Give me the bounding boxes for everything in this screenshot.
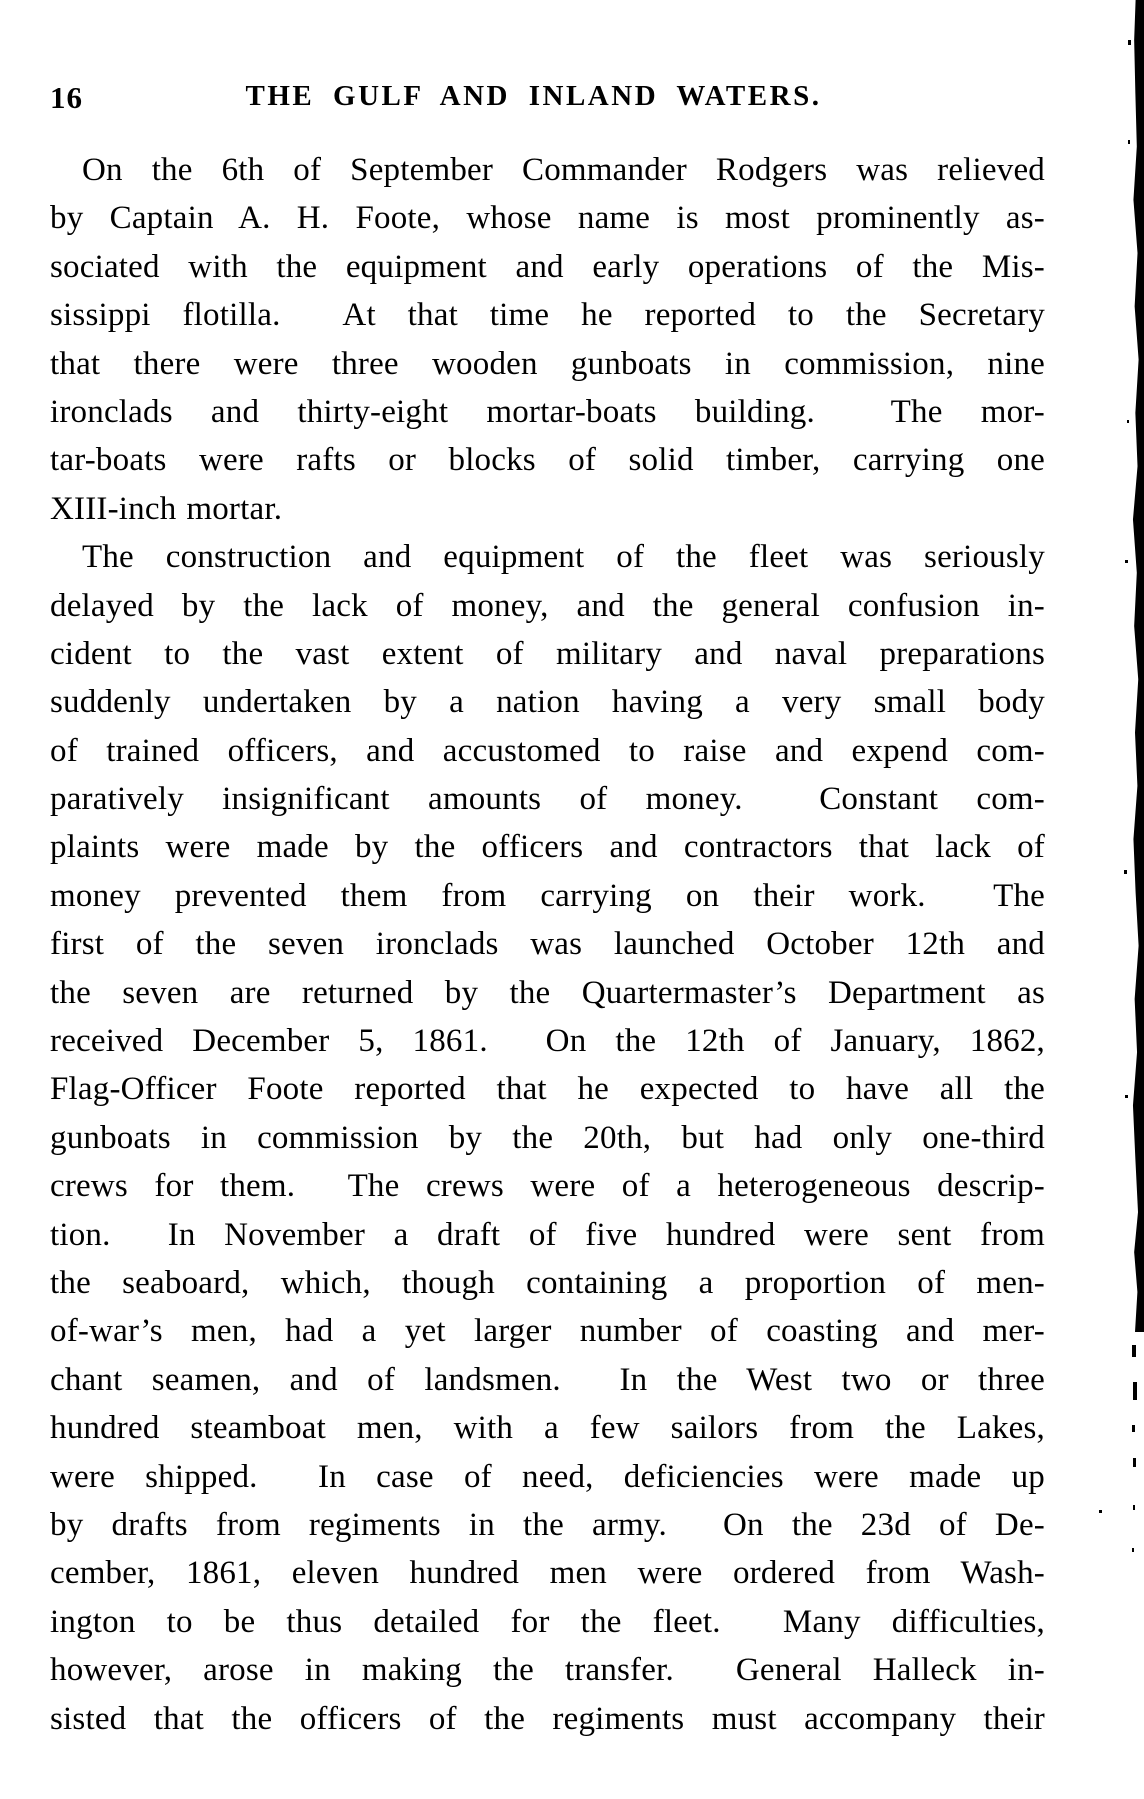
- text-line: sissippi flotilla. At that time he reported to the Secretary: [50, 297, 1045, 334]
- text-line: hundred steamboat men, with a few sailors from the Lakes,: [50, 1410, 1045, 1447]
- scan-speck: [1127, 420, 1129, 423]
- text-line: XIII-inch mortar.: [50, 490, 283, 527]
- scan-speck: [1128, 140, 1130, 144]
- text-line: were shipped. In case of need, deficiencies were made up: [50, 1458, 1045, 1495]
- scan-speck: [1133, 1382, 1137, 1400]
- scan-speck: [1099, 1510, 1102, 1513]
- paragraph-1: [50, 146, 1045, 533]
- scan-speck: [1132, 1425, 1135, 1432]
- text-line: money prevented them from carrying on their work. The: [50, 877, 1045, 914]
- text-line: plaints were made by the officers and contractors that lack of: [50, 829, 1045, 866]
- text-line: that there were three wooden gunboats in commission, nine: [50, 345, 1045, 382]
- text-line: cember, 1861, eleven hundred men were ordered from Wash-: [50, 1555, 1045, 1592]
- scan-speck: [1132, 1548, 1134, 1552]
- body-text: [50, 146, 1045, 1743]
- text-line: sisted that the officers of the regiments must accompany their: [50, 1700, 1045, 1737]
- text-line: On the 6th of September Commander Rodgers was relieved: [82, 152, 1045, 188]
- text-line: tar-boats were rafts or blocks of solid timber, carrying one: [50, 442, 1045, 479]
- text-line: sociated with the equipment and early operations of the Mis-: [50, 248, 1045, 285]
- text-line: of-war’s men, had a yet larger number of coasting and mer-: [50, 1313, 1045, 1350]
- scan-speck: [1125, 1095, 1128, 1098]
- page-number: 16: [50, 80, 83, 115]
- text-line: paratively insignificant amounts of money. Constant com-: [50, 781, 1045, 818]
- text-line: first of the seven ironclads was launched October 12th and: [50, 926, 1045, 963]
- scan-speck: [1133, 1505, 1135, 1510]
- text-line: chant seamen, and of landsmen. In the West two or three: [50, 1361, 1045, 1398]
- scan-speck: [1132, 1345, 1136, 1357]
- scan-speck: [1125, 560, 1128, 563]
- text-line: The construction and equipment of the fleet was seriously: [82, 539, 1045, 576]
- text-line: suddenly undertaken by a nation having a very small body: [50, 684, 1045, 721]
- running-title: THE GULF AND INLAND WATERS.: [245, 80, 822, 112]
- text-line: by Captain A. H. Foote, whose name is most prominently as-: [50, 200, 1045, 237]
- text-line: the seaboard, which, though containing a proportion of men-: [50, 1264, 1045, 1301]
- text-line: Flag-Officer Foote reported that he expected to have all the: [50, 1071, 1045, 1108]
- scan-speck: [1133, 1458, 1136, 1467]
- page-header: [50, 80, 1045, 122]
- text-line: of trained officers, and accustomed to raise and expend com-: [50, 732, 1045, 769]
- paragraph-2: [50, 533, 1045, 1743]
- text-line: ironclads and thirty-eight mortar-boats building. The mor-: [50, 393, 1045, 430]
- text-line: cident to the vast extent of military and naval preparations: [50, 635, 1045, 672]
- text-line: the seven are returned by the Quartermaster’s Department as: [50, 974, 1045, 1011]
- scan-artifact-band: [1132, 0, 1144, 1332]
- text-line: by drafts from regiments in the army. On the 23d of De-: [50, 1506, 1045, 1543]
- text-line: gunboats in commission by the 20th, but had only one-third: [50, 1119, 1045, 1156]
- text-line: received December 5, 1861. On the 12th of January, 1862,: [50, 1023, 1045, 1060]
- text-line: delayed by the lack of money, and the general confusion in-: [50, 587, 1045, 624]
- text-line: ington to be thus detailed for the fleet. Many difficulties,: [50, 1603, 1045, 1640]
- scan-speck: [1128, 40, 1131, 45]
- text-line: crews for them. The crews were of a heterogeneous descrip-: [50, 1168, 1045, 1205]
- text-line: tion. In November a draft of five hundred were sent from: [50, 1216, 1045, 1253]
- scan-speck: [1124, 870, 1127, 874]
- text-line: however, arose in making the transfer. General Halleck in-: [50, 1652, 1045, 1689]
